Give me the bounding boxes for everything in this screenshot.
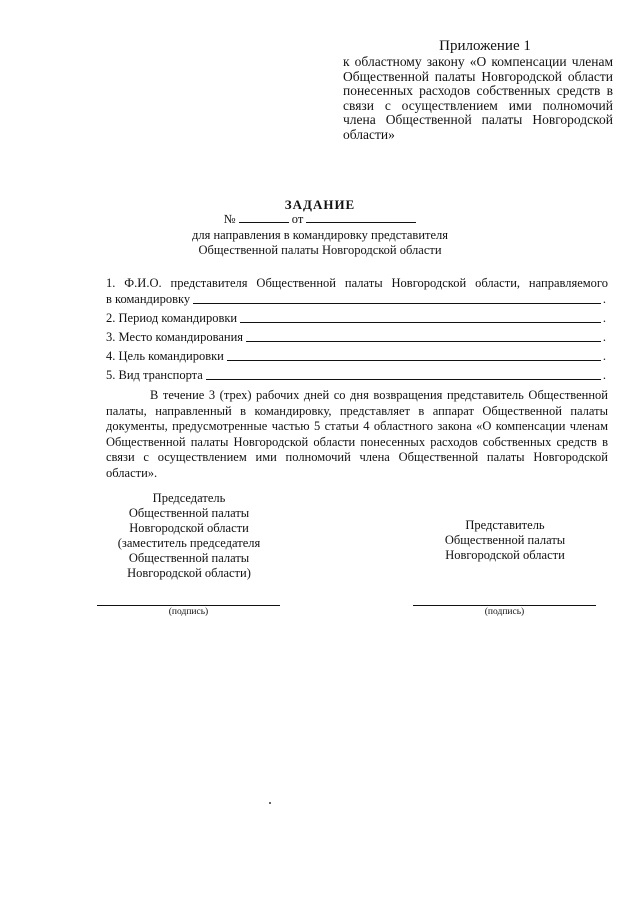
appendix-title: Приложение 1 — [439, 38, 531, 54]
field-purpose-end: . — [602, 349, 606, 363]
field-place-label: 3. Место командирования — [106, 330, 244, 344]
field-place-line — [246, 341, 601, 342]
subtitle-line-1: для направления в командировку представителя — [191, 228, 449, 242]
field-period-end: . — [602, 311, 606, 325]
field-purpose-line — [227, 360, 601, 361]
field-transport — [106, 368, 606, 383]
from-label: от — [291, 212, 304, 226]
subtitle-line-2: Общественной палаты Новгородской области — [198, 243, 442, 257]
number-label: № — [223, 212, 236, 226]
field-transport-end: . — [602, 368, 606, 382]
representative-signature-line — [413, 605, 596, 606]
signature-block-representative — [410, 518, 600, 563]
field-fio — [106, 292, 606, 307]
date-blank — [306, 211, 416, 223]
representative-signature-caption: (подпись) — [484, 607, 525, 617]
chairman-line-1: Председатель — [152, 491, 226, 505]
representative-line-2: Общественной палаты — [444, 533, 566, 547]
field-fio-label: 1. Ф.И.О. представителя Общественной палаты Новгородской области, направляемого — [106, 276, 608, 290]
chairman-signature-caption: (подпись) — [168, 607, 209, 617]
field-purpose-label: 4. Цель командировки — [106, 349, 224, 363]
field-place-end: . — [602, 330, 606, 344]
chairman-line-4: (заместитель председателя — [117, 536, 261, 550]
field-period-line — [240, 322, 601, 323]
field-place — [106, 330, 606, 345]
chairman-line-3: Новгородской области — [129, 521, 249, 535]
field-period — [106, 311, 606, 326]
number-date-line — [0, 211, 640, 227]
appendix-text: к областному закону «О компенсации членам Общественной палаты Новгородской области понесенных расходов собственных средств в связи с осуществлением ими полномочий члена Общественной палаты Новгородской области» — [343, 54, 613, 142]
number-blank — [239, 211, 289, 223]
field-period-label: 2. Период командировки — [106, 311, 238, 325]
chairman-signature-line — [97, 605, 280, 606]
field-transport-line — [206, 379, 601, 380]
field-fio-label-cont: в командировку — [106, 292, 191, 306]
instruction-paragraph: В течение 3 (трех) рабочих дней со дня возвращения представитель Общественной палаты, направленный в командировку, представляет в аппарат Общественной палаты документы, предусмотренные частью 5 статьи 4 областного закона «О компенсации членам Общественной палаты Новгородской области понесенных расходов собственных средств в связи с осуществлением ими полномочий члена Общественной палаты Новгородской области». — [106, 388, 608, 480]
field-fio-end: . — [602, 292, 606, 306]
field-fio-line — [193, 303, 601, 304]
field-transport-label: 5. Вид транспорта — [106, 368, 203, 382]
document-title: ЗАДАНИЕ — [284, 197, 356, 212]
representative-line-1: Представитель — [465, 518, 545, 532]
field-purpose — [106, 349, 606, 364]
scan-speck — [269, 802, 271, 804]
chairman-line-2: Общественной палаты — [128, 506, 250, 520]
chairman-line-6: Новгородской области) — [127, 566, 251, 580]
document-subtitle — [0, 228, 640, 258]
signature-block-chairman — [94, 491, 284, 581]
appendix-block — [343, 38, 613, 142]
representative-line-3: Новгородской области — [445, 548, 565, 562]
chairman-line-5: Общественной палаты — [128, 551, 250, 565]
